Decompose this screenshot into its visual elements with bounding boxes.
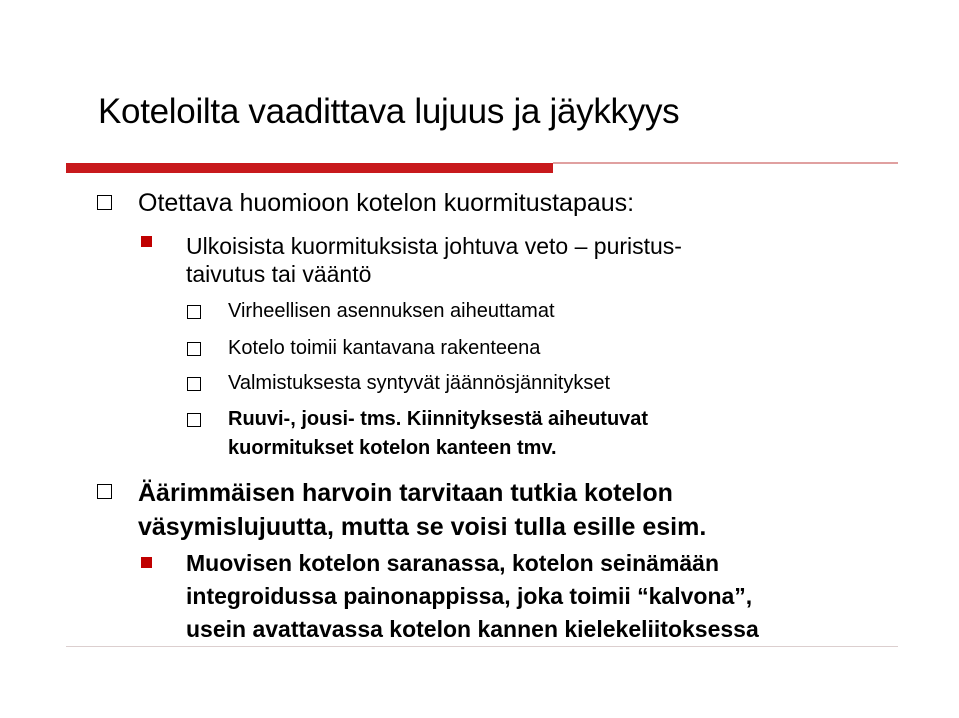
bullet-line: integroidussa painonappissa, joka toimii “kalvona”, bbox=[186, 583, 753, 609]
bullet-text bbox=[228, 408, 648, 464]
bullet-line: Ulkoisista kuormituksista johtuva veto – puristus- bbox=[186, 233, 682, 259]
bullet-line: Muovisen kotelon saranassa, kotelon seinämään bbox=[186, 550, 720, 576]
bullet-line: taivutus tai vääntö bbox=[186, 261, 372, 287]
filled-square-icon bbox=[141, 557, 152, 568]
filled-square-icon bbox=[141, 236, 152, 247]
bullet-text bbox=[228, 337, 540, 360]
title-underline-thin bbox=[553, 162, 898, 164]
hollow-square-icon bbox=[187, 377, 201, 391]
bullet-line: väsymislujuutta, mutta se voisi tulla esille esim. bbox=[138, 513, 707, 541]
slide-title: Koteloilta vaadittava lujuus ja jäykkyys bbox=[98, 92, 680, 131]
bottom-divider bbox=[66, 646, 898, 647]
bullet-line: kuormitukset kotelon kanteen tmv. bbox=[228, 437, 557, 459]
bullet-text bbox=[186, 547, 759, 646]
hollow-square-icon bbox=[97, 484, 112, 499]
bullet-line: Kotelo toimii kantavana rakenteena bbox=[228, 337, 541, 359]
bullet-text bbox=[186, 229, 682, 291]
bullet-line: Äärimmäisen harvoin tarvitaan tutkia kotelon bbox=[138, 479, 673, 507]
bullet-text bbox=[228, 300, 555, 323]
bullet-text bbox=[228, 372, 610, 395]
bullet-line: Otettava huomioon kotelon kuormitustapaus: bbox=[138, 189, 635, 217]
hollow-square-icon bbox=[187, 342, 201, 356]
bullet-line: Virheellisen asennuksen aiheuttamat bbox=[228, 300, 555, 322]
bullet-line: Ruuvi-, jousi- tms. Kiinnityksestä aiheutuvat bbox=[228, 408, 649, 430]
bullet-text bbox=[138, 189, 634, 218]
hollow-square-icon bbox=[187, 305, 201, 319]
hollow-square-icon bbox=[187, 413, 201, 427]
title-underline-thick bbox=[66, 163, 553, 173]
bullet-text bbox=[138, 476, 706, 544]
bullet-line: usein avattavassa kotelon kannen kielekeliitoksessa bbox=[186, 616, 759, 642]
hollow-square-icon bbox=[97, 195, 112, 210]
bullet-line: Valmistuksesta syntyvät jäännösjännitykset bbox=[228, 372, 611, 394]
